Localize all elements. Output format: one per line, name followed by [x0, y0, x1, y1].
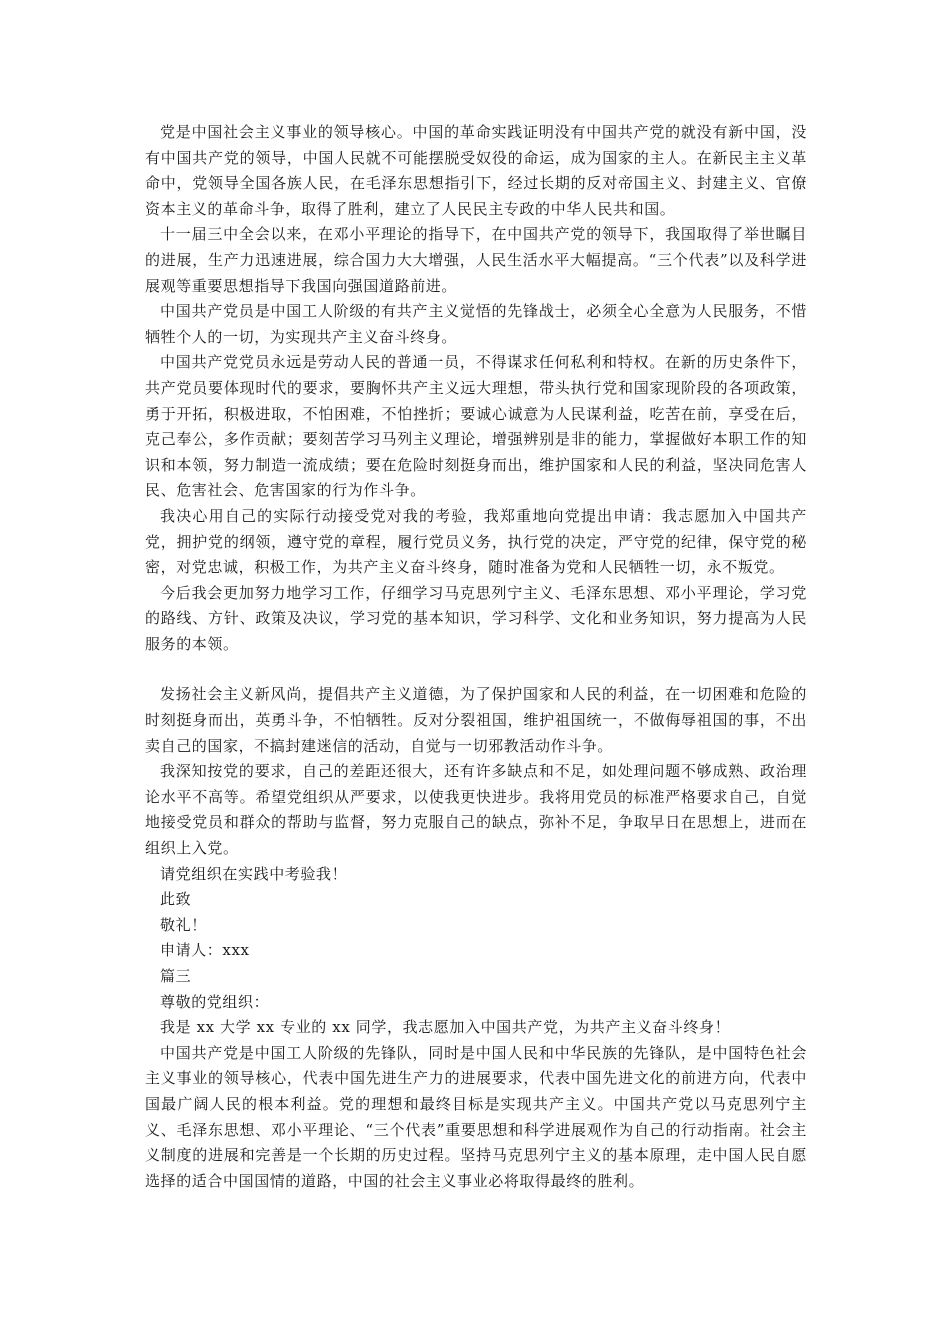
- paragraph-member-duties: 中国共产党党员永远是劳动人民的普通一员，不得谋求任何私利和特权。在新的历史条件下，共产党员要体现时代的要求，要胸怀共产主义远大理想，带头执行党和国家现阶段的各项政策，勇于开拓，积极进取，不怕困难，不怕挫折；要诚心诚意为人民谋利益，吃苦在前，享受在后，克己奉公，多作贡献；要刻苦学习马列主义理论，增强辨别是非的能力，掌握做好本职工作的知识和本领，努力制造一流成绩；要在危险时刻挺身而出，维护国家和人民的利益，坚决同危害人民、危害社会、危害国家的行为作斗争。: [145, 353, 807, 500]
- closing-cizhi: 此致: [160, 890, 192, 909]
- paragraph-self-assessment: 我深知按党的要求，自己的差距还很大，还有许多缺点和不足，如处理问题不够成熟、政治理论水平不高等。希望党组织从严要求，以使我更快进步。我将用党员的标准严格要求自己，自觉地接受党员和群众的帮助与监督，努力克服自己的缺点，弥补不足，争取早日在思想上，进而在组织上入党。: [145, 762, 807, 858]
- paragraph-application-pledge: 我决心用自己的实际行动接受党对我的考验，我郑重地向党提出申请：我志愿加入中国共产党，拥护党的纲领，遵守党的章程，履行党员义务，执行党的决定，严守党的纪律，保守党的秘密，对党忠诚，积极工作，为共产主义奋斗终身，随时准备为党和人民牺牲一切，永不叛党。: [145, 506, 807, 577]
- paragraph-party-nature: 中国共产党是中国工人阶级的先锋队，同时是中国人民和中华民族的先锋队，是中国特色社会主义事业的领导核心，代表中国先进生产力的进展要求，代表中国先进文化的前进方向，代表中国最广阔人民的根本利益。党的理想和最终目标是实现共产主义。中国共产党以马克思列宁主义、毛泽东思想、邓小平理论、“三个代表”重要思想和科学进展观作为自己的行动指南。社会主义制度的进展和完善是一个长期的历史过程。坚持马克思列宁主义的基本原理，走中国人民自愿选择的适合中国国情的道路，中国的社会主义事业必将取得最终的胜利。: [145, 1043, 807, 1190]
- paragraph-vanguard-fighters: 中国共产党员是中国工人阶级的有共产主义觉悟的先锋战士，必须全心全意为人民服务，不惜牺牲个人的一切，为实现共产主义奋斗终身。: [145, 302, 807, 346]
- paragraph-third-plenum: 十一届三中全会以来，在邓小平理论的指导下，在中国共产党的领导下，我国取得了举世瞩目的进展，生产力迅速进展，综合国力大大增强，人民生活水平大幅提高。“三个代表”以及科学进展观等重要思想指导下我国向强国道路前进。: [145, 225, 807, 295]
- section-heading-part-three: 篇三: [160, 967, 192, 985]
- paragraph-test-request: 请党组织在实践中考验我！: [160, 864, 348, 883]
- paragraph-future-study: 今后我会更加努力地学习工作，仔细学习马克思列宁主义、毛泽东思想、邓小平理论，学习党的路线、方针、政策及决议，学习党的基本知识，学习科学、文化和业务知识，努力提高为人民服务的本领。: [145, 583, 807, 653]
- closing-jingli: 敬礼！: [160, 915, 207, 934]
- applicant-signature: 申请人：xxx: [160, 941, 250, 960]
- section-gap: [145, 657, 807, 682]
- paragraph-party-leadership: 党是中国社会主义事业的领导核心。中国的革命实践证明没有中国共产党的就没有新中国，没有中国共产党的领导，中国人民就不可能摆脱受奴役的命运，成为国家的主人。在新民主主义革命中，党领导全国各族人民，在毛泽东思想指引下，经过长期的反对帝国主义、封建主义、官僚资本主义的革命斗争，取得了胜利，建立了人民民主专政的中华人民共和国。: [145, 123, 807, 218]
- paragraph-new-ethos: 发扬社会主义新风尚，提倡共产主义道德，为了保护国家和人民的利益，在一切困难和危险的时刻挺身而出，英勇斗争，不怕牺牲。反对分裂祖国，维护祖国统一，不做侮辱祖国的事，不出卖自己的国家，不搞封建迷信的活动，自觉与一切邪教活动作斗争。: [145, 685, 807, 755]
- paragraph-intro-statement: 我是 xx 大学 xx 专业的 xx 同学，我志愿加入中国共产党，为共产主义奋斗终身！: [160, 1018, 731, 1037]
- document-page: [145, 120, 807, 1194]
- salutation: 尊敬的党组织：: [160, 992, 270, 1011]
